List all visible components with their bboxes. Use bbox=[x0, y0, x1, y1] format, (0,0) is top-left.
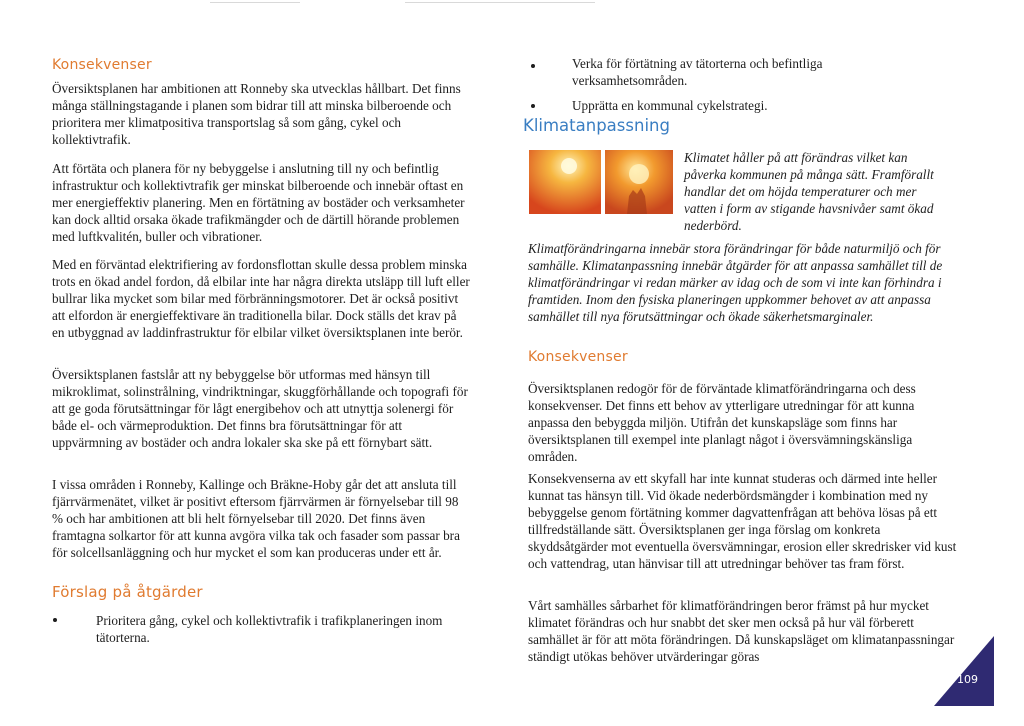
sun-heat-illustration bbox=[529, 150, 673, 214]
bullet-item-3: Upprätta en kommunal cykelstrategi. bbox=[572, 98, 768, 113]
paragraph-4: Översiktsplanen fastslår att ny bebyggelse bör utformas med hänsyn till mikroklimat, solinstrålning, vindriktningar, skuggförhållande och topografi för att ge goda förutsättningar för lågt energibehov och att utnyttja solenergi för både el- och värmeproduktion. Det finns bra förutsättningar för att uppvärmning av bostäder och andra lokaler ska ske på ett förnybart sätt. bbox=[52, 367, 468, 451]
paragraph-6: Översiktsplanen redogör för de förväntade klimatförändringarna och dess konsekvenser. Det finns ett behov av ytterligare utredningar för att kunna anpassa den bebyggda miljön. Utifrån det kunskapsläge som finns har översiktsplanen till exempel inte planlagt något i översvämningskänsliga områden. bbox=[528, 381, 916, 465]
top-rule-left bbox=[210, 2, 300, 3]
paragraph-3: Med en förväntad elektrifiering av fordonsflottan skulle dessa problem minska trots en ökad andel fordon, då elbilar inte har några direkta utsläpp till luft eller bullrar lika mycket som bilar med förbränningsmotorer. Det är också positivt att elfordon är energieffektivare än traditionella bilar. Dock ställs det krav på en utbyggnad av laddinfrastruktur för elbilar vilket översiktsplanen inte berör. bbox=[52, 257, 470, 341]
bullet-dot-2 bbox=[531, 64, 535, 68]
heading-klimatanpassning: Klimatanpassning bbox=[523, 116, 670, 135]
heading-konsekvenser-left: Konsekvenser bbox=[52, 57, 152, 73]
paragraph-5: I vissa områden i Ronneby, Kallinge och Bräkne-Hoby går det att ansluta till fjärrvärmenätet, vilket är positivt eftersom fjärrvärmen är förnyelsebar till 98 % och har ambitionen att bli helt förnyelsebar till 2020. Det finns även framtagna solkartor för att kunna avgöra vilka tak och fasader som passar bra för solcellsanläggning och hur mycket el som kan produceras under ett år. bbox=[52, 477, 460, 561]
heading-forslag: Förslag på åtgärder bbox=[52, 583, 203, 601]
intro-italic: Klimatet håller på att förändras vilket kan påverka kommunen på många sätt. Framförallt handlar det om höjda temperaturer och mer vatten i form av stigande havsnivåer samt ökad nederbörd. bbox=[684, 150, 934, 234]
sun-left bbox=[561, 158, 577, 174]
paragraph-2: Att förtäta och planera för ny bebyggelse i anslutning till ny och befintlig infrastruktur och kollektivtrafik ger minskat bilberoende och innebär oftast en mer energieffektiv planering. Men en förtätning av bostäder och verksamheter kan dock alltid orsaka ökade trafikmängder och de därtill hörande problemen med luftkvalitén, buller och vibrationer. bbox=[52, 161, 465, 245]
sun-right bbox=[629, 164, 649, 184]
italic-paragraph: Klimatförändringarna innebär stora förändringar för både naturmiljö och för samhälle. Klimatanpassning innebär åtgärder för att anpassa samhället till de klimatförändringar vi redan märker av idag och de som vi inte kan förhindra i framtiden. Inom den fysiska planeringen uppkommer behovet av att anpassa samhället till nya förutsättningar och ökade säkerhetsmarginaler. bbox=[528, 241, 943, 325]
page-number: 109 bbox=[957, 673, 978, 686]
bullet-item-2: Verka för förtätning av tätorterna och befintliga verksamhetsområden. bbox=[572, 56, 823, 89]
paragraph-1: Översiktsplanen har ambitionen att Ronneby ska utvecklas hållbart. Det finns många ställningstagande i planen som bidrar till att minska bilberoende och prioritera mer klimatpositiva transportslag så som gång, cykel och kollektivtrafik. bbox=[52, 81, 461, 148]
climate-image bbox=[529, 150, 673, 214]
bullet-item-1: Prioritera gång, cykel och kollektivtrafik i trafikplaneringen inom tätorterna. bbox=[96, 613, 443, 646]
bullet-dot-3 bbox=[531, 104, 535, 108]
heading-konsekvenser-right: Konsekvenser bbox=[528, 349, 628, 365]
paragraph-7: Konsekvenserna av ett skyfall har inte kunnat studeras och därmed inte heller kunnat tas hänsyn till. Vid ökade nederbördsmängder i kombination med ny bebyggelse genom förtätning kommer dagvattenfrågan att behöva lösas på ett tillfredställande sätt. Översiktsplanen ger inga förslag om konkreta skyddsåtgärder mot eventuella översvämningar, erosion eller skredrisker vid kust och vattendrag, utan hänvisar till att utredningar behöver tas fram först. bbox=[528, 471, 957, 572]
paragraph-8: Vårt samhälles sårbarhet för klimatförändringen beror främst på hur mycket klimatet förändras och hur snabbt det sker men också på hur väl förberett samhället är för att möta förändringen. Då kunskapsläget om klimatanpassningar ständigt utökas behöver utvärderingar göras bbox=[528, 598, 955, 665]
top-rule-right bbox=[405, 2, 595, 3]
bullet-dot-1 bbox=[53, 618, 57, 622]
corner-triangle bbox=[934, 636, 994, 706]
